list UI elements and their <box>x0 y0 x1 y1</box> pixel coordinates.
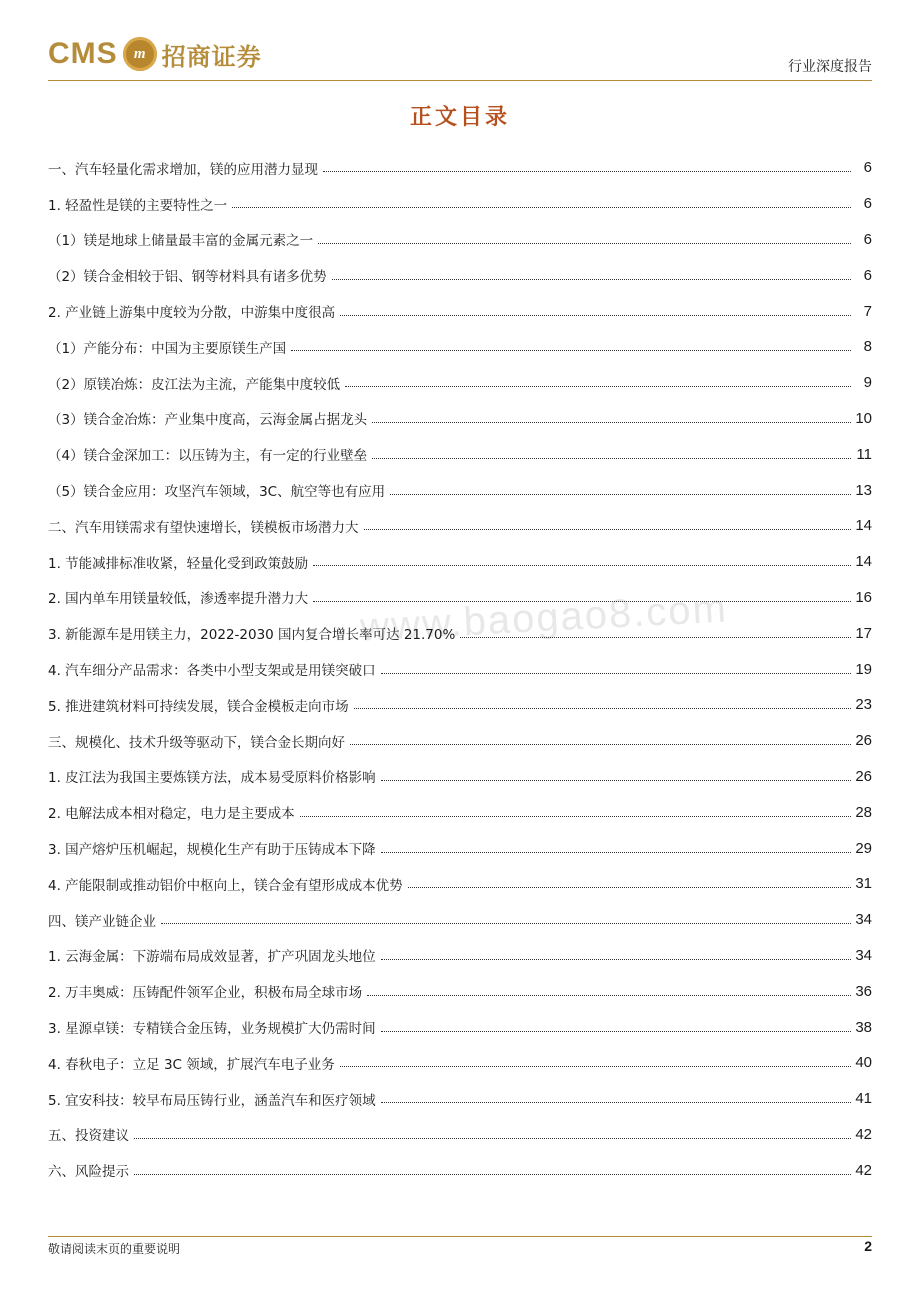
toc-entry-page: 17 <box>855 624 872 642</box>
toc-entry[interactable] <box>48 902 872 938</box>
toc-entry-label: （2）镁合金相较于铝、钢等材料具有诸多优势 <box>48 269 327 286</box>
toc-dot-leader <box>134 1138 851 1139</box>
toc-entry-page: 9 <box>863 374 872 392</box>
toc-entry-page: 26 <box>855 767 872 785</box>
toc-entry[interactable] <box>48 544 872 580</box>
toc-entry-label: （3）镁合金冶炼：产业集中度高，云海金属占据龙头 <box>48 412 368 429</box>
toc-entry-label: 四、镁产业链企业 <box>48 913 156 930</box>
toc-dot-leader <box>381 1102 851 1103</box>
toc-entry[interactable] <box>48 723 872 759</box>
page-header <box>48 30 872 80</box>
toc-entry-page: 14 <box>855 517 872 535</box>
toc-entry[interactable] <box>48 472 872 508</box>
toc-entry-page: 14 <box>855 553 872 571</box>
toc-entry-page: 34 <box>855 911 872 929</box>
toc-entry-page: 13 <box>855 481 872 499</box>
toc-entry-label: 3. 国产熔炉压机崛起，规模化生产有助于压铸成本下降 <box>48 842 376 859</box>
toc-dot-leader <box>345 386 851 387</box>
toc-dot-leader <box>372 458 851 459</box>
toc-entry-label: （1）产能分布：中国为主要原镁生产国 <box>48 340 287 357</box>
toc-entry[interactable] <box>48 830 872 866</box>
toc-entry-page: 38 <box>855 1018 872 1036</box>
toc-entry-page: 19 <box>855 660 872 678</box>
toc-dot-leader <box>364 529 852 530</box>
header-divider <box>48 80 872 81</box>
toc-entry-label: 5. 推进建筑材料可持续发展，镁合金模板走向市场 <box>48 698 349 715</box>
toc-dot-leader <box>460 637 851 638</box>
toc-entry-page: 6 <box>863 159 872 177</box>
toc-entry-label: 3. 星源卓镁：专精镁合金压铸，业务规模扩大仍需时间 <box>48 1021 376 1038</box>
logo-latin-text: CMS <box>48 37 118 70</box>
logo-chinese-text: 招商证券 <box>161 41 262 71</box>
toc-dot-leader <box>340 315 851 316</box>
toc-entry[interactable] <box>48 293 872 329</box>
toc-entry[interactable] <box>48 186 872 222</box>
toc-entry-page: 11 <box>856 445 872 463</box>
toc-entry[interactable] <box>48 436 872 472</box>
toc-entry-page: 31 <box>855 875 872 893</box>
toc-dot-leader <box>350 744 851 745</box>
toc-entry[interactable] <box>48 1009 872 1045</box>
toc-entry-page: 29 <box>855 839 872 857</box>
toc-dot-leader <box>134 1174 851 1175</box>
toc-entry[interactable] <box>48 257 872 293</box>
toc-entry-page: 42 <box>855 1125 872 1143</box>
toc-entry[interactable] <box>48 651 872 687</box>
logo-emblem-icon <box>123 37 157 71</box>
toc-dot-leader <box>291 350 851 351</box>
toc-entry[interactable] <box>48 365 872 401</box>
toc-dot-leader <box>372 422 851 423</box>
cms-logo <box>48 34 262 74</box>
toc-entry[interactable] <box>48 866 872 902</box>
toc-entry-label: 4. 产能限制或推动铝价中枢向上，镁合金有望形成成本优势 <box>48 877 403 894</box>
toc-entry-page: 7 <box>863 302 872 320</box>
toc-entry-label: 五、投资建议 <box>48 1128 129 1145</box>
toc-entry-page: 41 <box>855 1090 872 1108</box>
toc-entry-label: 2. 产业链上游集中度较为分散，中游集中度很高 <box>48 305 336 322</box>
toc-entry[interactable] <box>48 794 872 830</box>
toc-entry-label: 4. 春秋电子：立足 3C 领域，扩展汽车电子业务 <box>48 1056 335 1073</box>
toc-dot-leader <box>161 923 851 924</box>
toc-entry-label: （4）镁合金深加工：以压铸为主，有一定的行业壁垒 <box>48 448 368 465</box>
toc-dot-leader <box>232 207 851 208</box>
toc-dot-leader <box>381 959 851 960</box>
toc-dot-leader <box>313 565 851 566</box>
toc-entry[interactable] <box>48 615 872 651</box>
toc-dot-leader <box>408 887 851 888</box>
toc-dot-leader <box>354 708 851 709</box>
toc-dot-leader <box>332 279 851 280</box>
toc-entry-page: 34 <box>855 946 872 964</box>
toc-title: 正文目录 <box>409 104 510 130</box>
toc-dot-leader <box>381 673 851 674</box>
table-of-contents <box>48 150 872 1188</box>
toc-entry-page: 16 <box>855 588 872 606</box>
toc-entry-label: 5. 宜安科技：较早布局压铸行业，涵盖汽车和医疗领域 <box>48 1092 376 1109</box>
toc-entry-label: 2. 电解法成本相对稳定，电力是主要成本 <box>48 806 295 823</box>
toc-entry[interactable] <box>48 687 872 723</box>
toc-entry-page: 28 <box>855 803 872 821</box>
watermark: www.baogao8.com <box>359 586 729 650</box>
toc-entry[interactable] <box>48 329 872 365</box>
toc-entry-label: 2. 万丰奥威：压铸配件领军企业，积极布局全球市场 <box>48 985 363 1002</box>
toc-entry-label: 1. 轻盈性是镁的主要特性之一 <box>48 197 228 214</box>
toc-entry-label: 4. 汽车细分产品需求：各类中小型支架或是用镁突破口 <box>48 663 376 680</box>
toc-entry-label: 1. 皮江法为我国主要炼镁方法，成本易受原料价格影响 <box>48 770 376 787</box>
logo-emblem-mark: m <box>133 45 146 62</box>
toc-entry-label: （5）镁合金应用：攻坚汽车领域，3C、航空等也有应用 <box>48 484 386 501</box>
toc-entry-label: （1）镁是地球上储量最丰富的金属元素之一 <box>48 233 314 250</box>
toc-entry[interactable] <box>48 759 872 795</box>
toc-dot-leader <box>313 601 851 602</box>
footer-page-number: 2 <box>864 1238 872 1254</box>
toc-entry-page: 6 <box>863 266 872 284</box>
toc-dot-leader <box>318 243 851 244</box>
toc-dot-leader <box>367 995 851 996</box>
toc-entry-page: 40 <box>855 1054 872 1072</box>
toc-entry-page: 8 <box>863 338 872 356</box>
toc-entry-label: 3. 新能源车是用镁主力，2022-2030 国内复合增长率可达 21.70% <box>48 627 456 644</box>
toc-entry-label: 1. 节能减排标准收紧，轻量化受到政策鼓励 <box>48 555 309 572</box>
toc-entry-page: 23 <box>855 696 872 714</box>
toc-entry-label: 2. 国内单车用镁量较低，渗透率提升潜力大 <box>48 591 309 608</box>
toc-entry-label: 二、汽车用镁需求有望快速增长，镁模板市场潜力大 <box>48 519 359 536</box>
footer-divider <box>48 1236 872 1237</box>
toc-entry-page: 26 <box>855 732 872 750</box>
report-type-label: 行业深度报告 <box>788 59 872 75</box>
toc-dot-leader <box>381 852 851 853</box>
toc-entry[interactable] <box>48 973 872 1009</box>
toc-entry-label: 六、风险提示 <box>48 1164 129 1181</box>
toc-entry[interactable] <box>48 401 872 437</box>
toc-dot-leader <box>323 171 851 172</box>
toc-entry[interactable] <box>48 222 872 258</box>
toc-dot-leader <box>381 1031 851 1032</box>
toc-entry[interactable] <box>48 150 872 186</box>
toc-dot-leader <box>340 1066 851 1067</box>
toc-entry-page: 6 <box>863 195 872 213</box>
toc-entry-page: 42 <box>855 1161 872 1179</box>
toc-entry-page: 10 <box>855 409 872 427</box>
toc-entry[interactable] <box>48 938 872 974</box>
toc-entry[interactable] <box>48 1045 872 1081</box>
toc-entry-label: （2）原镁冶炼：皮江法为主流，产能集中度较低 <box>48 376 341 393</box>
toc-entry[interactable] <box>48 508 872 544</box>
toc-entry-page: 6 <box>863 230 872 248</box>
toc-dot-leader <box>300 816 851 817</box>
footer-disclaimer-note: 敬请阅读末页的重要说明 <box>48 1242 181 1256</box>
toc-entry[interactable] <box>48 1081 872 1117</box>
toc-entry[interactable] <box>48 1117 872 1153</box>
toc-dot-leader <box>390 494 851 495</box>
toc-entry-label: 一、汽车轻量化需求增加，镁的应用潜力显现 <box>48 161 318 178</box>
toc-dot-leader <box>381 780 851 781</box>
toc-entry-label: 1. 云海金属：下游端布局成效显著，扩产巩固龙头地位 <box>48 949 376 966</box>
toc-entry-label: 三、规模化、技术升级等驱动下，镁合金长期向好 <box>48 734 345 751</box>
toc-entry-page: 36 <box>855 982 872 1000</box>
toc-entry[interactable] <box>48 1152 872 1188</box>
toc-entry[interactable] <box>48 580 872 616</box>
